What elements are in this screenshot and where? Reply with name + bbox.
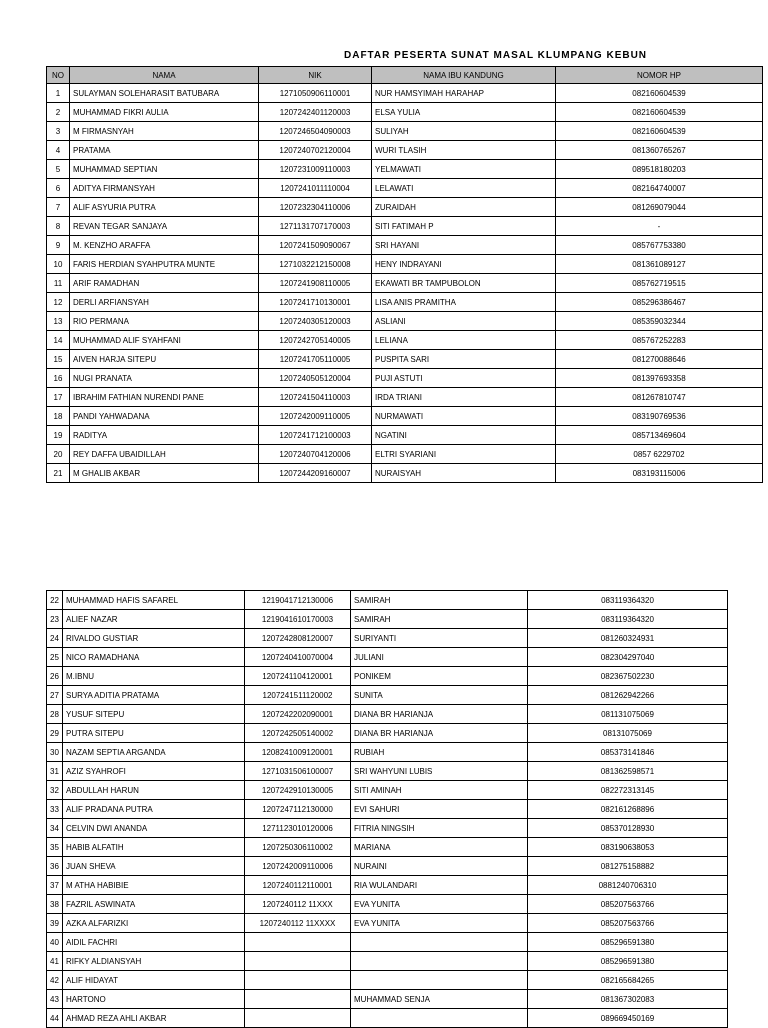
cell-ibu: SITI AMINAH	[351, 781, 528, 800]
cell-nama: ABDULLAH HARUN	[63, 781, 245, 800]
table-row	[47, 274, 763, 293]
cell-nik: 1207241710130001	[259, 293, 372, 312]
table-row	[47, 445, 763, 464]
cell-ibu: LISA ANIS PRAMITHA	[372, 293, 556, 312]
cell-no: 15	[47, 350, 70, 369]
cell-nama: M ATHA HABIBIE	[63, 876, 245, 895]
cell-ibu: NURAISYAH	[372, 464, 556, 483]
cell-nama: RIFKY ALDIANSYAH	[63, 952, 245, 971]
cell-nama: ALIEF NAZAR	[63, 610, 245, 629]
table-row	[47, 198, 763, 217]
cell-hp: 082160604539	[556, 84, 763, 103]
table-row	[47, 857, 728, 876]
cell-ibu	[351, 952, 528, 971]
cell-nama: M. KENZHO ARAFFA	[70, 236, 259, 255]
cell-hp: 083190638053	[528, 838, 728, 857]
cell-no: 39	[47, 914, 63, 933]
cell-nama: RADITYA	[70, 426, 259, 445]
cell-nik: 1207241908110005	[259, 274, 372, 293]
cell-no: 44	[47, 1009, 63, 1028]
cell-nik: 1207242910130005	[245, 781, 351, 800]
table-row	[47, 255, 763, 274]
cell-hp: 085207563766	[528, 914, 728, 933]
cell-ibu: FITRIA NINGSIH	[351, 819, 528, 838]
table-row	[47, 1009, 728, 1028]
cell-nik: 1207240112110001	[245, 876, 351, 895]
cell-ibu: EVA YUNITA	[351, 895, 528, 914]
table-row	[47, 762, 728, 781]
cell-hp: 085373141846	[528, 743, 728, 762]
table-row	[47, 293, 763, 312]
cell-nik: 1207242009110006	[245, 857, 351, 876]
cell-nama: ALIF HIDAYAT	[63, 971, 245, 990]
cell-nama: AZIZ SYAHROFI	[63, 762, 245, 781]
cell-ibu: RIA WULANDARI	[351, 876, 528, 895]
cell-hp: 081360765267	[556, 141, 763, 160]
cell-nik: 1207242202090001	[245, 705, 351, 724]
cell-hp: 082160604539	[556, 103, 763, 122]
cell-hp: 081267810747	[556, 388, 763, 407]
cell-ibu: PUSPITA SARI	[372, 350, 556, 369]
cell-hp: 08131075069	[528, 724, 728, 743]
cell-no: 30	[47, 743, 63, 762]
cell-no: 25	[47, 648, 63, 667]
cell-hp: 085207563766	[528, 895, 728, 914]
cell-nik: 1207232304110006	[259, 198, 372, 217]
cell-no: 34	[47, 819, 63, 838]
cell-ibu: SITI FATIMAH P	[372, 217, 556, 236]
cell-ibu: ELTRI SYARIANI	[372, 445, 556, 464]
cell-nama: DERLI ARFIANSYAH	[70, 293, 259, 312]
cell-nik: 1207231009110003	[259, 160, 372, 179]
table-row	[47, 876, 728, 895]
table-row	[47, 369, 763, 388]
cell-no: 19	[47, 426, 70, 445]
cell-no: 35	[47, 838, 63, 857]
table-row	[47, 464, 763, 483]
table-row	[47, 743, 728, 762]
cell-no: 36	[47, 857, 63, 876]
cell-hp: -	[556, 217, 763, 236]
cell-nik: 1207241504110003	[259, 388, 372, 407]
cell-hp: 0857 6229702	[556, 445, 763, 464]
cell-ibu: MUHAMMAD SENJA	[351, 990, 528, 1009]
cell-nik: 1207240305120003	[259, 312, 372, 331]
cell-no: 16	[47, 369, 70, 388]
cell-no: 12	[47, 293, 70, 312]
table-row	[47, 160, 763, 179]
table-body-1	[47, 84, 763, 483]
cell-no: 42	[47, 971, 63, 990]
cell-hp: 081362598571	[528, 762, 728, 781]
cell-ibu: SRI HAYANI	[372, 236, 556, 255]
cell-nama: FARIS HERDIAN SYAHPUTRA MUNTE	[70, 255, 259, 274]
cell-nik: 1219041610170003	[245, 610, 351, 629]
cell-nama: PUTRA SITEPU	[63, 724, 245, 743]
table-row	[47, 610, 728, 629]
cell-nik: 1207240410070004	[245, 648, 351, 667]
cell-nik: 1271050906110001	[259, 84, 372, 103]
cell-nama: ALIF PRADANA PUTRA	[63, 800, 245, 819]
cell-ibu: SRI WAHYUNI LUBIS	[351, 762, 528, 781]
cell-nama: SURYA ADITIA PRATAMA	[63, 686, 245, 705]
cell-nama: ALIF ASYURIA PUTRA	[70, 198, 259, 217]
cell-hp: 081270088646	[556, 350, 763, 369]
cell-ibu: DIANA BR HARIANJA	[351, 724, 528, 743]
cell-nama: AZKA ALFARIZKI	[63, 914, 245, 933]
cell-nik: 1207241511120002	[245, 686, 351, 705]
table-row	[47, 388, 763, 407]
cell-hp: 081361089127	[556, 255, 763, 274]
cell-no: 27	[47, 686, 63, 705]
cell-nama: RIO PERMANA	[70, 312, 259, 331]
cell-nik: 1207240505120004	[259, 369, 372, 388]
cell-hp: 0881240706310	[528, 876, 728, 895]
cell-no: 14	[47, 331, 70, 350]
cell-ibu	[351, 971, 528, 990]
cell-nama: MUHAMMAD FIKRI AULIA	[70, 103, 259, 122]
cell-nama: MUHAMMAD HAFIS SAFAREL	[63, 591, 245, 610]
table-row	[47, 838, 728, 857]
cell-nik	[245, 933, 351, 952]
cell-hp: 082272313145	[528, 781, 728, 800]
cell-ibu: EKAWATI BR TAMPUBOLON	[372, 274, 556, 293]
cell-hp: 089669450169	[528, 1009, 728, 1028]
cell-no: 11	[47, 274, 70, 293]
table-row	[47, 84, 763, 103]
cell-nama: AIDIL FACHRI	[63, 933, 245, 952]
cell-hp: 082164740007	[556, 179, 763, 198]
table-body-2	[47, 591, 728, 1028]
cell-nik: 1207244209160007	[259, 464, 372, 483]
cell-nik: 1207242009110005	[259, 407, 372, 426]
cell-no: 13	[47, 312, 70, 331]
cell-ibu: JULIANI	[351, 648, 528, 667]
cell-no: 40	[47, 933, 63, 952]
table-row	[47, 952, 728, 971]
cell-nik: 1207241705110005	[259, 350, 372, 369]
cell-nik: 1207241712100003	[259, 426, 372, 445]
cell-hp: 082160604539	[556, 122, 763, 141]
cell-nik: 1207246504090003	[259, 122, 372, 141]
cell-nama: HABIB ALFATIH	[63, 838, 245, 857]
cell-ibu: NURMAWATI	[372, 407, 556, 426]
cell-ibu: EVI SAHURI	[351, 800, 528, 819]
cell-nama: JUAN SHEVA	[63, 857, 245, 876]
cell-nik: 1207242505140002	[245, 724, 351, 743]
cell-nama: PANDI YAHWADANA	[70, 407, 259, 426]
cell-nik: 1271131707170003	[259, 217, 372, 236]
cell-nik: 1207240112 11XXXX	[245, 914, 351, 933]
cell-hp: 083119364320	[528, 591, 728, 610]
cell-nama: NAZAM SEPTIA ARGANDA	[63, 743, 245, 762]
table-row	[47, 800, 728, 819]
cell-nik: 1207240112 11XXX	[245, 895, 351, 914]
cell-no: 23	[47, 610, 63, 629]
cell-hp: 085762719515	[556, 274, 763, 293]
table-row	[47, 426, 763, 445]
cell-nama: AHMAD REZA AHLI AKBAR	[63, 1009, 245, 1028]
cell-nik: 1271032212150008	[259, 255, 372, 274]
cell-ibu: ASLIANI	[372, 312, 556, 331]
document-title: DAFTAR PESERTA SUNAT MASAL KLUMPANG KEBUN	[344, 50, 648, 61]
cell-nik: 1208241009120001	[245, 743, 351, 762]
cell-hp: 081260324931	[528, 629, 728, 648]
cell-ibu: DIANA BR HARIANJA	[351, 705, 528, 724]
cell-hp: 085296591380	[528, 933, 728, 952]
cell-nik: 1207242808120007	[245, 629, 351, 648]
table-row	[47, 724, 728, 743]
cell-hp: 085296591380	[528, 952, 728, 971]
cell-hp: 081275158882	[528, 857, 728, 876]
table-row	[47, 971, 728, 990]
cell-no: 22	[47, 591, 63, 610]
cell-nik	[245, 990, 351, 1009]
cell-hp: 085296386467	[556, 293, 763, 312]
cell-no: 17	[47, 388, 70, 407]
cell-hp: 089518180203	[556, 160, 763, 179]
cell-no: 43	[47, 990, 63, 1009]
cell-ibu: SAMIRAH	[351, 591, 528, 610]
table-row	[47, 312, 763, 331]
header-no: NO	[47, 67, 70, 84]
cell-no: 38	[47, 895, 63, 914]
cell-no: 1	[47, 84, 70, 103]
cell-nama: M FIRMASNYAH	[70, 122, 259, 141]
table-row	[47, 686, 728, 705]
table-row	[47, 705, 728, 724]
cell-nama: REY DAFFA UBAIDILLAH	[70, 445, 259, 464]
cell-nama: NICO RAMADHANA	[63, 648, 245, 667]
participant-table-1	[46, 66, 763, 483]
cell-ibu: NUR HAMSYIMAH HARAHAP	[372, 84, 556, 103]
table-row	[47, 122, 763, 141]
cell-hp: 081262942266	[528, 686, 728, 705]
cell-ibu: PUJI ASTUTI	[372, 369, 556, 388]
cell-no: 33	[47, 800, 63, 819]
participant-table-2	[46, 590, 728, 1028]
cell-nik: 1219041712130006	[245, 591, 351, 610]
cell-nama: FAZRIL ASWINATA	[63, 895, 245, 914]
cell-nama: SULAYMAN SOLEHARASIT BATUBARA	[70, 84, 259, 103]
cell-ibu: EVA YUNITA	[351, 914, 528, 933]
cell-no: 7	[47, 198, 70, 217]
cell-nik	[245, 952, 351, 971]
table-row	[47, 933, 728, 952]
table-row	[47, 236, 763, 255]
cell-ibu: MARIANA	[351, 838, 528, 857]
cell-hp: 085767252283	[556, 331, 763, 350]
cell-nik: 1207240702120004	[259, 141, 372, 160]
cell-nik: 1207241104120001	[245, 667, 351, 686]
cell-nik: 1207242705140005	[259, 331, 372, 350]
table-row	[47, 103, 763, 122]
table-row	[47, 629, 728, 648]
header-ibu: NAMA IBU KANDUNG	[372, 67, 556, 84]
cell-ibu: ZURAIDAH	[372, 198, 556, 217]
table-row	[47, 407, 763, 426]
cell-hp: 082367502230	[528, 667, 728, 686]
cell-no: 10	[47, 255, 70, 274]
cell-nama: RIVALDO GUSTIAR	[63, 629, 245, 648]
table-row	[47, 217, 763, 236]
cell-ibu: NURAINI	[351, 857, 528, 876]
cell-nik	[245, 971, 351, 990]
cell-ibu	[351, 1009, 528, 1028]
cell-no: 3	[47, 122, 70, 141]
cell-ibu	[351, 933, 528, 952]
cell-nik: 1207250306110002	[245, 838, 351, 857]
header-nama: NAMA	[70, 67, 259, 84]
cell-no: 8	[47, 217, 70, 236]
cell-no: 32	[47, 781, 63, 800]
cell-no: 29	[47, 724, 63, 743]
cell-nik: 1271123010120006	[245, 819, 351, 838]
table-header-row	[47, 67, 763, 84]
cell-ibu: ELSA YULIA	[372, 103, 556, 122]
cell-no: 20	[47, 445, 70, 464]
cell-ibu: YELMAWATI	[372, 160, 556, 179]
cell-hp: 085767753380	[556, 236, 763, 255]
header-hp: NOMOR HP	[556, 67, 763, 84]
cell-ibu: LELAWATI	[372, 179, 556, 198]
cell-hp: 085359032344	[556, 312, 763, 331]
cell-nik: 1207241509090067	[259, 236, 372, 255]
cell-ibu: LELIANA	[372, 331, 556, 350]
cell-hp: 082165684265	[528, 971, 728, 990]
cell-nama: M.IBNU	[63, 667, 245, 686]
cell-ibu: PONIKEM	[351, 667, 528, 686]
table-row	[47, 895, 728, 914]
cell-ibu: RUBIAH	[351, 743, 528, 762]
table-row	[47, 667, 728, 686]
cell-nama: MUHAMMAD SEPTIAN	[70, 160, 259, 179]
cell-nama: IBRAHIM FATHIAN NURENDI PANE	[70, 388, 259, 407]
cell-no: 26	[47, 667, 63, 686]
cell-hp: 085713469604	[556, 426, 763, 445]
cell-hp: 081367302083	[528, 990, 728, 1009]
cell-nik	[245, 1009, 351, 1028]
cell-no: 5	[47, 160, 70, 179]
cell-no: 4	[47, 141, 70, 160]
cell-nik: 1207241011110004	[259, 179, 372, 198]
cell-nama: AIVEN HARJA SITEPU	[70, 350, 259, 369]
cell-hp: 081269079044	[556, 198, 763, 217]
table-row	[47, 781, 728, 800]
cell-nik: 1207247112130000	[245, 800, 351, 819]
cell-no: 9	[47, 236, 70, 255]
header-nik: NIK	[259, 67, 372, 84]
cell-nama: YUSUF SITEPU	[63, 705, 245, 724]
cell-hp: 083193115006	[556, 464, 763, 483]
cell-no: 41	[47, 952, 63, 971]
cell-nama: CELVIN DWI ANANDA	[63, 819, 245, 838]
cell-ibu: HENY INDRAYANI	[372, 255, 556, 274]
cell-nama: REVAN TEGAR SANJAYA	[70, 217, 259, 236]
table-row	[47, 350, 763, 369]
cell-no: 28	[47, 705, 63, 724]
cell-ibu: SAMIRAH	[351, 610, 528, 629]
cell-nik: 1207242401120003	[259, 103, 372, 122]
cell-nama: M GHALIB AKBAR	[70, 464, 259, 483]
cell-ibu: SULIYAH	[372, 122, 556, 141]
cell-hp: 081397693358	[556, 369, 763, 388]
cell-nama: MUHAMMAD ALIF SYAHFANI	[70, 331, 259, 350]
table-row	[47, 141, 763, 160]
cell-nik: 1207240704120006	[259, 445, 372, 464]
cell-nama: PRATAMA	[70, 141, 259, 160]
cell-no: 24	[47, 629, 63, 648]
cell-hp: 085370128930	[528, 819, 728, 838]
cell-no: 6	[47, 179, 70, 198]
cell-nik: 1271031506100007	[245, 762, 351, 781]
table-row	[47, 990, 728, 1009]
cell-hp: 082161268896	[528, 800, 728, 819]
cell-nama: ADITYA FIRMANSYAH	[70, 179, 259, 198]
table-row	[47, 591, 728, 610]
cell-nama: HARTONO	[63, 990, 245, 1009]
cell-no: 37	[47, 876, 63, 895]
cell-hp: 083119364320	[528, 610, 728, 629]
table-row	[47, 819, 728, 838]
cell-ibu: SURIYANTI	[351, 629, 528, 648]
table-row	[47, 914, 728, 933]
cell-no: 21	[47, 464, 70, 483]
table-row	[47, 648, 728, 667]
table-row	[47, 331, 763, 350]
cell-no: 2	[47, 103, 70, 122]
cell-hp: 081131075069	[528, 705, 728, 724]
cell-ibu: SUNITA	[351, 686, 528, 705]
cell-no: 31	[47, 762, 63, 781]
cell-ibu: IRDA TRIANI	[372, 388, 556, 407]
cell-nama: NUGI PRANATA	[70, 369, 259, 388]
cell-hp: 082304297040	[528, 648, 728, 667]
cell-nama: ARIF RAMADHAN	[70, 274, 259, 293]
cell-no: 18	[47, 407, 70, 426]
cell-ibu: WURI TLASIH	[372, 141, 556, 160]
cell-ibu: NGATINI	[372, 426, 556, 445]
table-row	[47, 179, 763, 198]
cell-hp: 083190769536	[556, 407, 763, 426]
